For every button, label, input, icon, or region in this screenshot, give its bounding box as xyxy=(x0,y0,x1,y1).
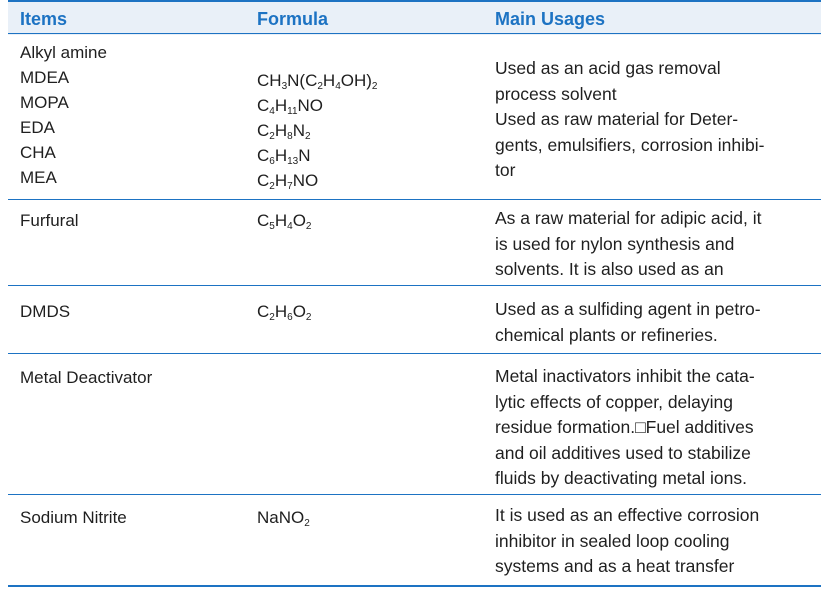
formula-cell xyxy=(257,208,482,233)
chemical-formula xyxy=(257,43,482,68)
formula-subscript: 4 xyxy=(287,221,293,232)
formula-subscript: 2 xyxy=(371,81,378,92)
usage-line: Used as a sulfiding agent in petro- xyxy=(495,299,761,319)
formula-subscript: 2 xyxy=(269,181,275,192)
item-cell xyxy=(20,505,245,530)
chemical-formula xyxy=(257,299,482,324)
formula-subscript: 6 xyxy=(269,156,275,167)
item-name: MEA xyxy=(20,168,57,187)
table-bottom-border xyxy=(8,585,821,587)
formula-element: H xyxy=(274,146,288,165)
item-name: Alkyl amine xyxy=(20,43,107,62)
usage-line: and oil additives used to stabilize xyxy=(495,442,751,463)
formula-element: NO xyxy=(297,96,324,115)
item-name: MOPA xyxy=(20,93,69,112)
item-name: DMDS xyxy=(20,302,71,321)
usage-cell xyxy=(495,297,815,348)
formula-element: H xyxy=(274,171,288,190)
formula-subscript: 8 xyxy=(287,131,293,142)
item-name: Metal Deactivator xyxy=(20,368,153,387)
usage-cell xyxy=(495,56,815,184)
formula-element: C xyxy=(257,211,270,230)
formula-cell xyxy=(257,43,482,193)
formula-element: H xyxy=(274,121,288,140)
formula-subscript: 2 xyxy=(304,131,311,142)
formula-element: NO xyxy=(292,171,319,190)
formula-element: N(C xyxy=(287,71,318,90)
chemical-formula xyxy=(257,118,482,143)
chemical-formula xyxy=(257,93,482,118)
formula-element: C xyxy=(257,146,270,165)
table-header xyxy=(8,0,821,35)
formula-element: O xyxy=(292,302,306,321)
item-name: CHA xyxy=(20,143,56,162)
formula-subscript: 7 xyxy=(287,181,293,192)
item-name: Furfural xyxy=(20,211,79,230)
row-divider xyxy=(8,199,821,200)
item-name: Sodium Nitrite xyxy=(20,508,127,527)
formula-subscript: 5 xyxy=(269,221,275,232)
row-divider xyxy=(8,285,821,286)
formula-subscript: 4 xyxy=(269,106,275,117)
formula-element: N xyxy=(298,146,311,165)
formula-element: C xyxy=(257,121,270,140)
formula-subscript: 2 xyxy=(269,312,275,323)
usage-line: Used as raw material for Deter- xyxy=(495,109,739,129)
chemical-formula xyxy=(257,168,482,193)
formula-element: H xyxy=(274,302,288,321)
formula-element: C xyxy=(257,302,270,321)
formula-element: N xyxy=(292,121,305,140)
chemical-formula xyxy=(257,68,482,93)
usage-line: Used as an acid gas removal xyxy=(495,58,721,78)
usage-line: is used for nylon synthesis and xyxy=(495,233,735,254)
header-divider xyxy=(8,33,821,34)
item-cell xyxy=(20,208,245,233)
usage-line: residue formation.□Fuel additives xyxy=(495,417,754,437)
item-name: MDEA xyxy=(20,68,70,87)
formula-element: NaNO xyxy=(257,508,305,527)
formula-subscript: 2 xyxy=(304,518,310,529)
item-cell xyxy=(20,299,245,324)
usage-cell xyxy=(495,206,815,283)
formula-subscript: 6 xyxy=(287,312,293,323)
formula-subscript: 3 xyxy=(281,81,288,92)
chemical-formula xyxy=(257,208,482,233)
chemical-formula xyxy=(257,143,482,168)
formula-subscript: 11 xyxy=(287,106,298,117)
header-formula: Formula xyxy=(257,9,329,29)
formula-element: H xyxy=(322,71,336,90)
formula-subscript: 13 xyxy=(287,156,299,167)
formula-element: H xyxy=(274,96,288,115)
row-divider xyxy=(8,494,821,495)
usage-line: tor xyxy=(495,160,516,180)
usage-line: fluids by deactivating metal ions. xyxy=(495,468,747,488)
chemical-formula xyxy=(257,505,482,530)
item-cell xyxy=(20,40,245,190)
usage-line: lytic effects of copper, delaying xyxy=(495,391,734,412)
usage-line: systems and as a heat transfer xyxy=(495,556,735,576)
usage-line: As a raw material for adipic acid, it xyxy=(495,208,762,228)
row-divider xyxy=(8,353,821,354)
usage-cell xyxy=(495,364,815,492)
usage-line: chemical plants or refineries. xyxy=(495,324,718,345)
formula-element: C xyxy=(257,171,270,190)
formula-subscript: 2 xyxy=(317,81,323,92)
formula-element: C xyxy=(257,96,270,115)
formula-element: H xyxy=(274,211,288,230)
usage-line: It is used as an effective corrosion xyxy=(495,505,760,525)
item-cell xyxy=(20,365,245,390)
header-items: Items xyxy=(20,9,68,29)
formula-subscript: 2 xyxy=(305,221,312,232)
usage-line: solvents. It is also used as an xyxy=(495,259,724,279)
header-usage: Main Usages xyxy=(495,9,606,29)
item-name: EDA xyxy=(20,118,55,137)
usage-cell xyxy=(495,503,815,580)
formula-subscript: 2 xyxy=(305,312,312,323)
formula-element xyxy=(257,46,262,65)
usage-line: gents, emulsifiers, corrosion inhibi- xyxy=(495,134,765,155)
formula-element: OH) xyxy=(340,71,372,90)
formula-cell xyxy=(257,505,482,530)
formula-subscript: 2 xyxy=(269,131,275,142)
formula-cell xyxy=(257,299,482,324)
usage-line: inhibitor in sealed loop cooling xyxy=(495,530,730,551)
usage-line: process solvent xyxy=(495,83,617,104)
formula-subscript: 4 xyxy=(335,81,341,92)
formula-element: CH xyxy=(257,71,282,90)
usage-line: Metal inactivators inhibit the cata- xyxy=(495,366,755,386)
formula-element: O xyxy=(292,211,306,230)
